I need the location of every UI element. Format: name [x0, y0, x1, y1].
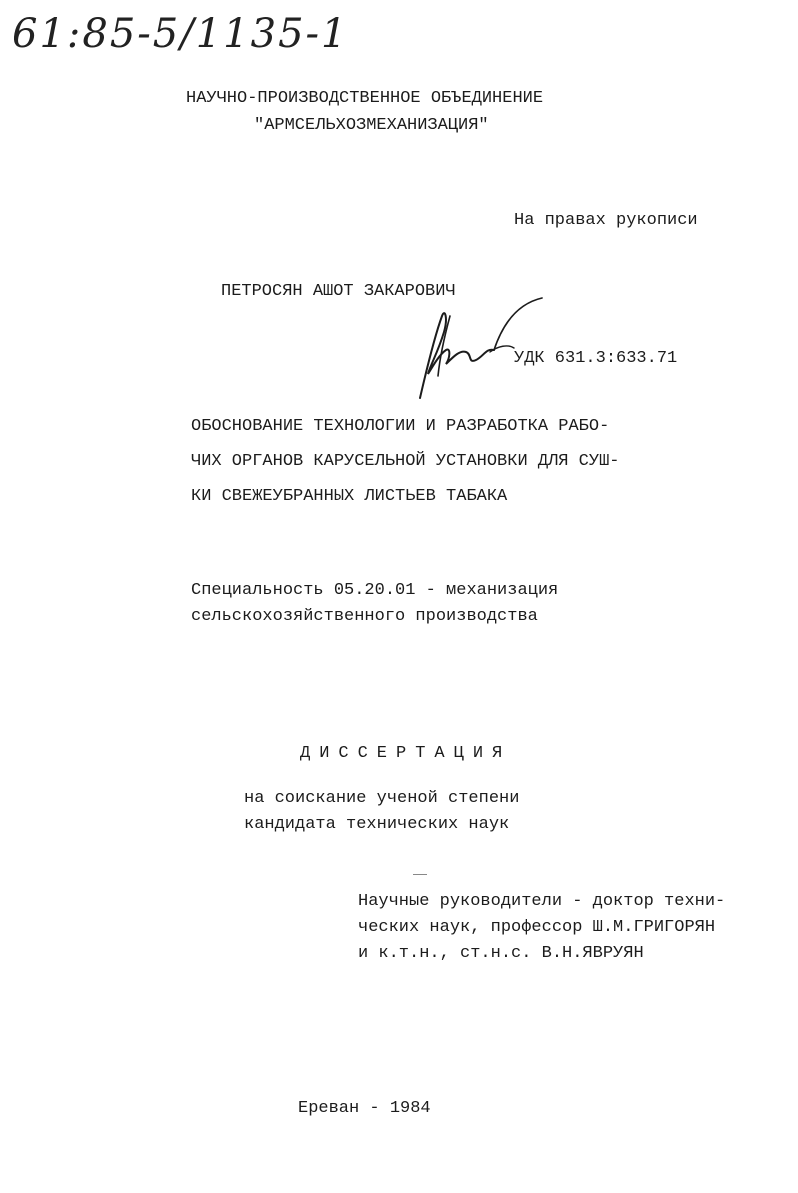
supervisors-line1: Научные руководители - доктор техни-: [358, 892, 726, 911]
place-and-year: Ереван - 1984: [298, 1099, 431, 1118]
signature-image: [398, 286, 548, 406]
organization-name-line1: НАУЧНО-ПРОИЗВОДСТВЕННОЕ ОБЪЕДИНЕНИЕ: [186, 89, 544, 108]
supervisors-line2: ческих наук, профессор Ш.М.ГРИГОРЯН: [358, 918, 716, 937]
udk-code: УДК 631.3:633.71: [514, 349, 678, 368]
dissertation-title-line3: КИ СВЕЖЕУБРАННЫХ ЛИСТЬЕВ ТАБАКА: [191, 487, 508, 506]
author-name: ПЕТРОСЯН АШОТ ЗАКАРОВИЧ: [221, 282, 456, 301]
specialty-line1: Специальность 05.20.01 - механизация: [191, 581, 559, 600]
dissertation-heading: ДИССЕРТАЦИЯ: [300, 744, 512, 763]
organization-name-line2: "АРМСЕЛЬХОЗМЕХАНИЗАЦИЯ": [254, 116, 489, 135]
archive-number-handwritten: 61:85-5/1135-1: [12, 11, 349, 57]
dissertation-title-line2: ЧИХ ОРГАНОВ КАРУСЕЛЬНОЙ УСТАНОВКИ ДЛЯ СУШ-: [191, 452, 620, 471]
specialty-line2: сельскохозяйственного производства: [191, 607, 538, 626]
degree-line2: кандидата технических наук: [244, 815, 510, 834]
decorative-dash: [413, 874, 427, 875]
degree-line1: на соискание ученой степени: [244, 789, 520, 808]
manuscript-rights-label: На правах рукописи: [514, 211, 698, 230]
dissertation-title-line1: ОБОСНОВАНИЕ ТЕХНОЛОГИИ И РАЗРАБОТКА РАБО-: [191, 417, 610, 436]
supervisors-line3: и к.т.н., ст.н.с. В.Н.ЯВРУЯН: [358, 944, 644, 963]
